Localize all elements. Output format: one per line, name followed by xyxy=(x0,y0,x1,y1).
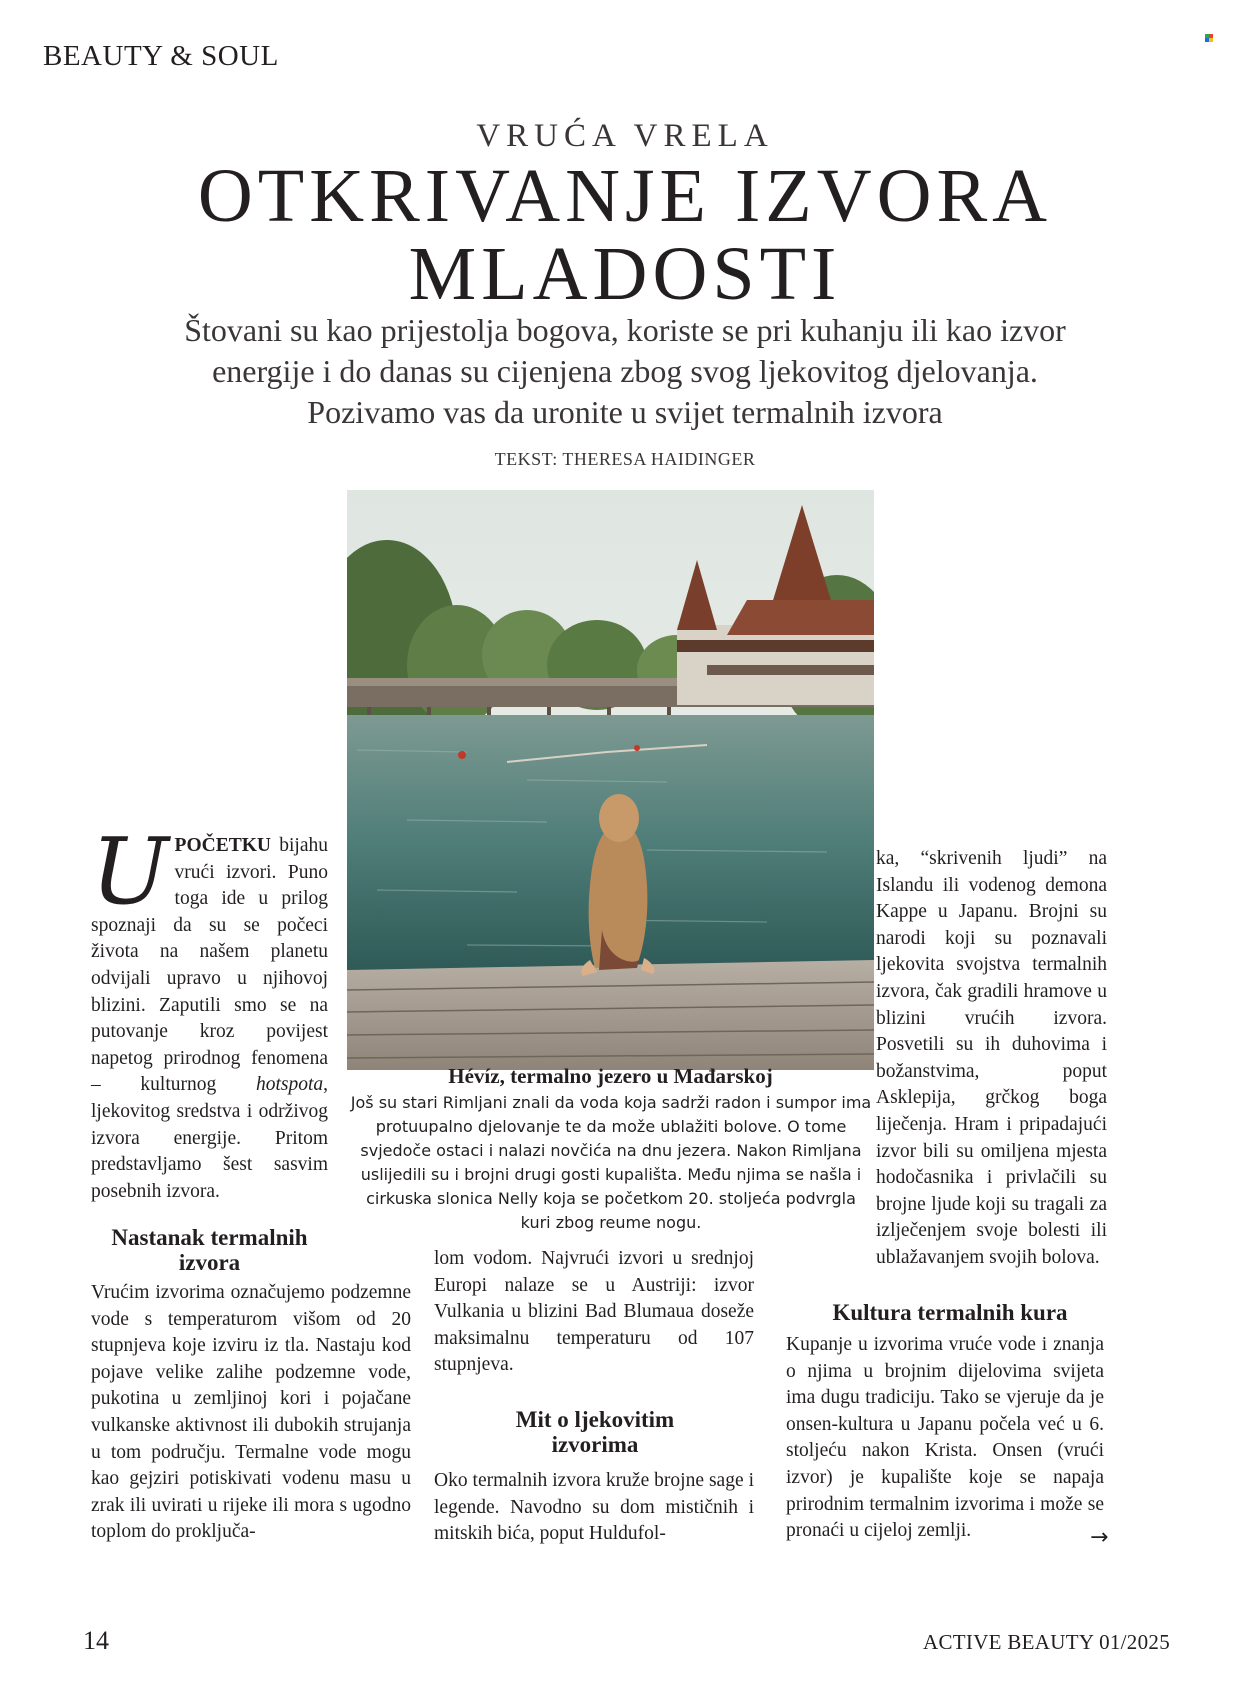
article-kicker: VRUĆA VRELA xyxy=(476,118,774,154)
magazine-issue: ACTIVE BEAUTY 01/2025 xyxy=(923,1630,1170,1654)
lake-photo xyxy=(347,490,874,1070)
column-2-para: lom vodom. Najvrući izvori u srednjoj Europi nalaze se u Austriji: izvor Vulkania u blizini Bad Blumaua doseže maksimalnu temperaturu od 107 stupnjeva. xyxy=(434,1248,754,1376)
drop-cap: U xyxy=(91,818,169,925)
byline: TEKST: THERESA HAIDINGER xyxy=(494,449,756,469)
column-3-para: ka, “skrivenih ljudi” na Islandu ili vodenog demona Kappe u Japanu. Brojni su narodi koji su poznavali ljekovita svojstva termalnih izvora, čak gradili hramove u blizini vrućih izvora. Posvetili su ih duhovima i božanstvima, poput Asklepija, grčkog boga liječenja. Hram i pripadajući izvor bili su omiljena mjesta hodočasnika i privlačili su brojne ljude koji su tragali za izlječenjem svoje bolesti ili ublažavanjem svojih bolova. xyxy=(876,848,1107,1268)
subhead-mit: Mit o ljekovitim izvorima xyxy=(515,1407,675,1457)
photo-caption-title: Hévíz, termalno jezero u Mađarskoj xyxy=(448,1064,773,1088)
photo-caption-text: Još su stari Rimljani znali da voda koja sadrži radon i sumpor ima protuupalno djelovanje te da može ublažiti bolove. O tome svjedoče ostaci i nalazi novčića na dnu jezera. Nakon Rimljana uslijedili su i brojni drugi gosti kupališta. Među njima se našla i cirkuska slonica Nelly koja se početkom 20. stoljeća podvrgla kuri zbog reume nogu. xyxy=(350,1093,872,1232)
lead-line-1: Štovani su kao prijestolja bogova, koriste se pri kuhanju ili kao izvor xyxy=(184,312,1066,348)
title-line-2: MLADOSTI xyxy=(408,232,842,316)
subhead-kultura: Kultura termalnih kura xyxy=(832,1300,1068,1325)
lake-illustration xyxy=(347,490,874,1070)
corner-mark-icon xyxy=(1205,34,1213,42)
column-1-intro xyxy=(91,818,328,1205)
article-lead xyxy=(130,310,1120,433)
column-3-para-2: Kupanje u izvorima vruće vode i znanja o njima u brojnim dijelovima svijeta ima dugu tradiciju. Tako se vjeruje da je onsen-kultura u Japanu počela već u 6. stoljeću nakon Krista. Onsen (vrući izvor) je kupalište koje se napaja prirodnim termalnim izvorima i može se pronaći u cijeloj zemlji. xyxy=(786,1334,1104,1542)
intro-bold: POČETKU xyxy=(174,835,271,856)
lead-line-3: Pozivamo vas da uronite u svijet termalnih izvora xyxy=(307,394,943,430)
page-number: 14 xyxy=(83,1626,109,1655)
intro-text-2: , ljekovitog sredstva i održivog izvora energije. Pritom predstavljamo šest sasvim posebnih izvora. xyxy=(91,1074,328,1202)
column-2-para-2: Oko termalnih izvora kruže brojne sage i legende. Navodno su dom mističnih i mitskih bića, poput Huldufol- xyxy=(434,1470,754,1545)
lead-line-2: energije i do danas su cijenjena zbog svog ljekovitog djelovanja. xyxy=(212,353,1038,389)
section-tag: BEAUTY & SOUL xyxy=(43,40,279,72)
column-1-para: Vrućim izvorima označujemo podzemne vode s temperaturom višom od 20 stupnjeva koje izviru iz tla. Nastaju kod pojave velike zalihe podzemne vode, pukotina u zemljinoj kori i pojačane vulkanske aktivnost ili dubokih strujanja u tom području. Termalne vode mogu kao gejziri potiskivati vodenu masu u zrak ili uvirati u rijeke ili mora s ugodno toplom do proključa- xyxy=(91,1282,411,1543)
intro-italic: hotspota xyxy=(255,1074,324,1096)
continue-arrow-icon: → xyxy=(1090,1525,1109,1550)
title-line-1: OTKRIVANJE IZVORA xyxy=(197,154,1053,238)
article-title xyxy=(0,154,1250,316)
subhead-nastanak: Nastanak termalnih izvora xyxy=(111,1225,308,1275)
intro-text: bijahu vrući izvori. Puno toga ide u prilog spoznaji da su se počeci života na našem planetu odvijali upravo u njihovoj blizini. Zaputili smo se na putovanje kroz povijest napetog prirodnog fenomena – kulturnog xyxy=(91,835,328,1096)
